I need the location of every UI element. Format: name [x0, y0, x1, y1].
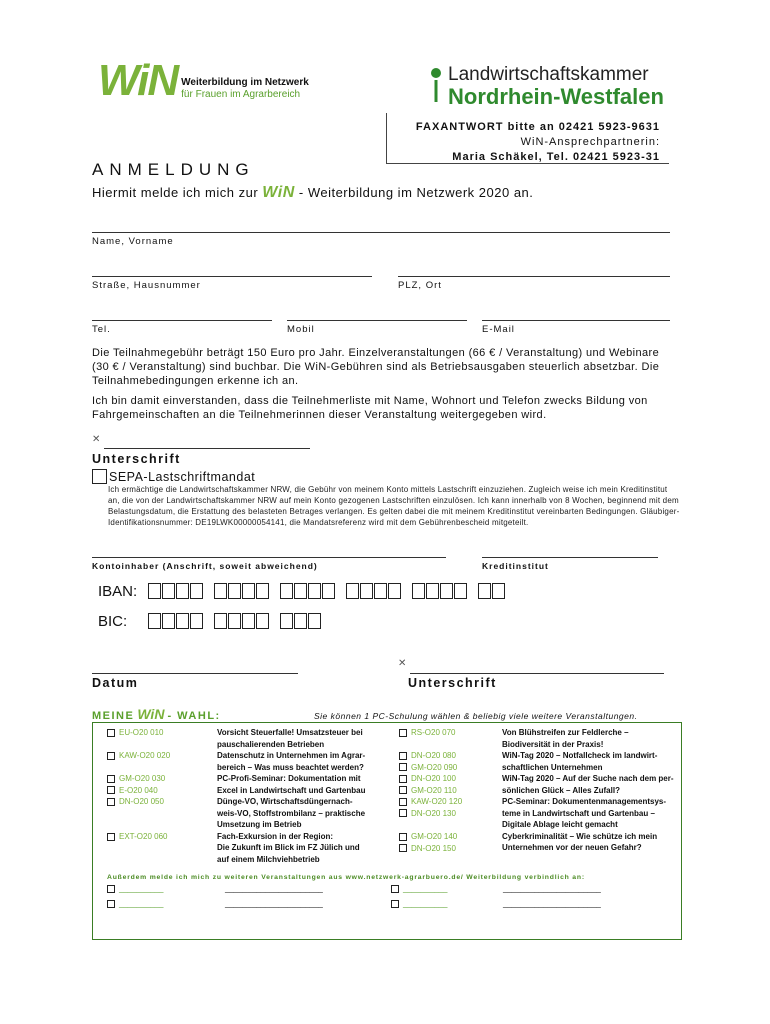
course-title-line: Excel in Landwirtschaft und Gartenbau	[217, 785, 366, 795]
consent-paragraph: Ich bin damit einverstanden, dass die Teilnehmerliste mit Name, Wohnort und Telefon zwecks Bildung von Fahrgemeinschaften an die Teilnehmerinnen dieser Veranstaltung weitergegeben wird.	[92, 395, 648, 421]
course-code: DN-O20 130	[411, 808, 456, 818]
fax-contact-name: Maria Schäkel, Tel. 02421 5923-31	[452, 151, 660, 163]
extra-row-4	[391, 899, 448, 908]
fax-number: FAXANTWORT bitte an 02421 5923-9631	[415, 121, 660, 133]
left-code-list	[107, 727, 217, 867]
course-checkbox[interactable]	[399, 729, 407, 737]
course-code: GM-O20 110	[411, 785, 457, 795]
course-checkbox[interactable]	[107, 729, 115, 737]
lead-before: Hiermit melde ich mich zur	[92, 185, 259, 200]
course-title-line: Biodiversität in der Praxis!	[502, 739, 604, 749]
course-option[interactable]	[107, 785, 158, 797]
extra-checkbox[interactable]	[107, 900, 115, 908]
wahl-hint: Sie können 1 PC-Schulung wählen & beliebig viele weitere Veranstaltungen.	[314, 711, 638, 721]
course-title-line: pauschalierenden Betrieben	[217, 739, 325, 749]
course-title-line: Unternehmen vor der neuen Gefahr?	[502, 843, 642, 852]
course-code: DN-O20 080	[411, 751, 456, 760]
wahl-rest: - WAHL:	[167, 710, 221, 722]
right-code-list	[399, 727, 499, 867]
lead-win-logo: WiN	[262, 184, 295, 201]
course-title-line: bereich – Was muss beachtet werden?	[217, 762, 364, 772]
kreditinstitut-label: Kreditinstitut	[482, 561, 549, 571]
extra-code-blank[interactable]: __________	[119, 899, 164, 908]
fax-info	[386, 120, 660, 165]
course-title-line: Cyberkriminalität – Wie schütze ich mein	[502, 831, 658, 841]
extra-row-3	[107, 899, 164, 908]
wahl-heading	[92, 706, 221, 722]
course-title-line: Die Zukunft im Blick im FZ Jülich und	[217, 843, 360, 852]
kontoinhaber-label: Kontoinhaber (Anschrift, soweit abweichend)	[92, 561, 318, 571]
name-field-line[interactable]	[92, 232, 670, 233]
course-option[interactable]	[107, 796, 164, 808]
datum-label: Datum	[92, 676, 139, 690]
course-option[interactable]	[107, 831, 167, 843]
street-label: Straße, Hausnummer	[92, 280, 201, 291]
tel-label: Tel.	[92, 324, 111, 335]
mobil-label: Mobil	[287, 324, 315, 335]
course-title-line: weis-VO, Stoffstrombilanz – praktische	[217, 808, 366, 818]
extra-row-2	[391, 884, 448, 893]
course-checkbox[interactable]	[107, 798, 115, 806]
plz-label: PLZ, Ort	[398, 280, 442, 291]
course-checkbox[interactable]	[107, 786, 115, 794]
signature-mark-icon-2: ✕	[398, 658, 407, 669]
email-label: E-Mail	[482, 324, 515, 335]
course-title-line: Umsetzung im Betrieb	[217, 820, 302, 829]
kreditinstitut-line[interactable]	[482, 557, 658, 558]
iban-label: IBAN:	[98, 583, 138, 600]
page-title: ANMELDUNG	[92, 160, 255, 179]
lwk-leaf-icon	[428, 64, 444, 104]
course-code: GM-O20 140	[411, 832, 458, 841]
email-field-line[interactable]	[482, 320, 670, 321]
course-option[interactable]	[399, 773, 456, 785]
fee-paragraph: Die Teilnahmegebühr beträgt 150 Euro pro Jahr. Einzelveranstaltungen (66 € / Veranstaltung) und Webinare (30 € / Veranstaltung) sind buchbar. Die WiN-Gebühren sind als Betriebsausgaben steuerlich absetzbar. Die Teilnahmebedingungen erkenne ich an.	[92, 347, 660, 387]
tel-field-line[interactable]	[92, 320, 272, 321]
course-option[interactable]	[399, 796, 462, 808]
extra-checkbox[interactable]	[107, 885, 115, 893]
course-code: RS-O20 070	[411, 728, 456, 737]
course-option[interactable]	[399, 785, 457, 797]
signature-label-1: Unterschrift	[92, 452, 181, 466]
win-tagline-1: Weiterbildung im Netzwerk	[181, 77, 309, 88]
course-option[interactable]	[107, 750, 170, 762]
extra-note: Außerdem melde ich mich zu weiteren Veranstaltungen aus www.netzwerk-agrarbuero.de/ Weiterbildung verbindlich an:	[107, 874, 585, 881]
course-checkbox[interactable]	[399, 775, 407, 783]
lead-after: - Weiterbildung im Netzwerk 2020 an.	[298, 185, 534, 200]
course-code: E-O20 040	[119, 785, 158, 795]
course-option[interactable]	[107, 773, 165, 785]
course-option[interactable]	[399, 727, 455, 739]
plz-field-line[interactable]	[398, 276, 670, 277]
signature-mark-icon: ✕	[92, 434, 101, 445]
name-label: Name, Vorname	[92, 236, 174, 247]
course-title-line: WiN-Tag 2020 – Auf der Suche nach dem per-	[502, 774, 674, 783]
course-option[interactable]	[399, 762, 457, 774]
course-title-line: Digitale Ablage leicht gemacht	[502, 820, 618, 829]
course-title-line: Fach-Exkursion in der Region:	[217, 831, 334, 841]
course-checkbox[interactable]	[107, 833, 115, 841]
iban-boxes[interactable]	[148, 583, 516, 599]
lwk-logo	[428, 64, 664, 108]
wahl-win-logo: WiN	[137, 706, 165, 722]
course-option[interactable]	[399, 843, 456, 855]
street-field-line[interactable]	[92, 276, 372, 277]
course-title-line: teme in Landwirtschaft und Gartenbau –	[502, 808, 655, 818]
course-option[interactable]	[399, 808, 456, 820]
win-tagline-2: für Frauen im Agrarbereich	[181, 89, 301, 100]
course-checkbox[interactable]	[107, 752, 115, 760]
sepa-text: Ich ermächtige die Landwirtschaftskammer NRW, die Gebühr von meinem Konto mittels Lastschrift einzuziehen. Zugleich weise ich mein Kreditinstitut an, die von der Landwirtschaftskammer NRW auf mein Konto gezogenen Lastschriften einzulösen. Ich kann innerhalb von 8 Wochen, beginnend mit dem Belastungsdatum, die Erstattung des belasteten Betrages verlangen. Es gelten dabei die mit meinem Kreditinstitut vereinbarten Bedingungen. Gläubiger-Identifikationsnummer: DE19LWK00000054141, die Mandatsreferenz wird mit dem Gebührenbescheid mitgeteilt.	[108, 485, 680, 527]
course-checkbox[interactable]	[399, 844, 407, 852]
extra-code-blank[interactable]: __________	[403, 899, 448, 908]
course-title-line: auf einem Milchviehbetrieb	[217, 854, 320, 864]
course-code: EXT-O20 060	[119, 832, 168, 841]
course-code: DN-O20 050	[119, 797, 164, 806]
signature-line-1[interactable]	[104, 448, 310, 449]
sepa-checkbox[interactable]	[92, 469, 107, 484]
lead-line	[92, 184, 533, 202]
course-checkbox[interactable]	[399, 798, 407, 806]
course-title-line: Dünge-VO, Wirtschaftsdüngernach-	[217, 797, 353, 806]
lwk-line-1: Landwirtschaftskammer	[448, 64, 649, 85]
course-code: EU-O20 010	[119, 728, 164, 737]
bic-boxes[interactable]	[148, 613, 332, 629]
extra-checkbox[interactable]	[391, 900, 399, 908]
course-checkbox[interactable]	[399, 786, 407, 794]
course-checkbox[interactable]	[399, 833, 407, 841]
course-checkbox[interactable]	[107, 775, 115, 783]
extra-code-blank[interactable]: __________	[119, 884, 164, 893]
course-title-line: WiN-Tag 2020 – Notfallcheck im landwirt-	[502, 751, 658, 760]
course-code: GM-O20 030	[119, 774, 166, 783]
course-title-line: Datenschutz in Unternehmen im Agrar-	[217, 751, 366, 760]
wahl-box	[92, 722, 682, 940]
signature-line-2[interactable]	[410, 673, 664, 674]
kontoinhaber-line[interactable]	[92, 557, 446, 558]
course-option[interactable]	[399, 750, 456, 762]
mobil-field-line[interactable]	[287, 320, 467, 321]
wahl-meine: MEINE	[92, 710, 135, 722]
extra-title-blank[interactable]: ______________________	[225, 899, 323, 908]
sepa-header	[92, 469, 255, 484]
course-title-line: PC-Seminar: Dokumentenmanagementsys-	[502, 797, 667, 806]
extra-row-1	[107, 884, 164, 893]
bic-label: BIC:	[98, 613, 128, 630]
extra-code-blank[interactable]: __________	[403, 884, 448, 893]
course-code: KAW-O20 020	[119, 751, 171, 760]
right-title-list	[502, 727, 682, 854]
lwk-line-2: Nordrhein-Westfalen	[448, 84, 664, 109]
extra-title-blank[interactable]: ______________________	[225, 884, 323, 893]
signature-label-2: Unterschrift	[408, 676, 497, 690]
course-code: DN-O20 150	[411, 843, 456, 853]
course-title-line: sönlichen Glück – Alles Zufall?	[502, 785, 620, 795]
course-option[interactable]	[107, 727, 163, 739]
course-code: DN-O20 100	[411, 774, 456, 783]
extra-checkbox[interactable]	[391, 885, 399, 893]
datum-line[interactable]	[92, 673, 298, 674]
course-title-line: Vorsicht Steuerfalle! Umsatzsteuer bei	[217, 728, 363, 737]
course-title-line: schaftlichen Unternehmen	[502, 762, 603, 772]
extra-title-blank[interactable]: ______________________	[503, 884, 601, 893]
course-checkbox[interactable]	[399, 752, 407, 760]
course-checkbox[interactable]	[399, 763, 407, 771]
left-title-list	[217, 727, 397, 865]
course-title-line: PC-Profi-Seminar: Dokumentation mit	[217, 774, 361, 783]
fax-contact-label: WiN-Ansprechpartnerin:	[520, 136, 660, 148]
sepa-title: SEPA-Lastschriftmandat	[109, 469, 256, 484]
course-option[interactable]	[399, 831, 457, 843]
win-logo	[98, 56, 309, 106]
course-checkbox[interactable]	[399, 809, 407, 817]
course-code: GM-O20 090	[411, 762, 458, 772]
win-logo-mark: WiN	[98, 56, 178, 105]
extra-title-blank[interactable]: ______________________	[503, 899, 601, 908]
course-code: KAW-O20 120	[411, 797, 463, 806]
course-title-line: Von Blühstreifen zur Feldlerche –	[502, 728, 629, 737]
